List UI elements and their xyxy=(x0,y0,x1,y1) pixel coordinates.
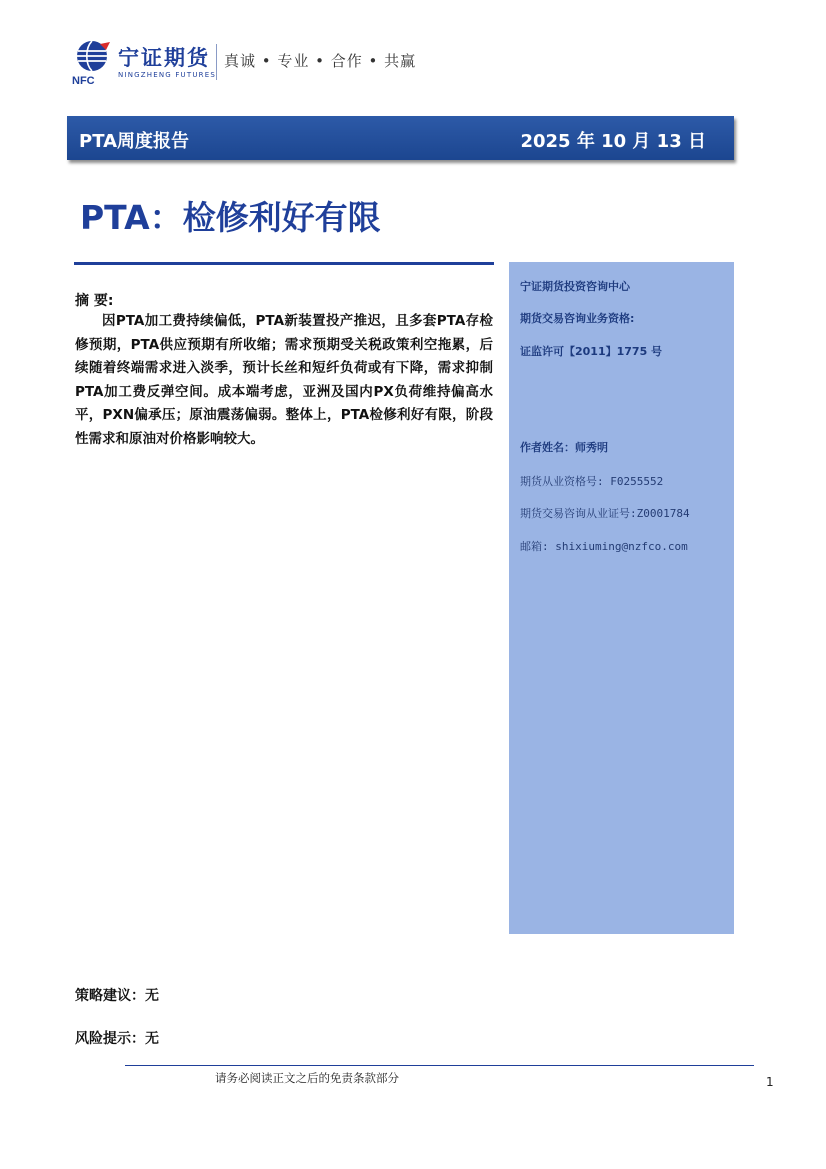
author-email: 邮箱: shixiuming@nzfco.com xyxy=(520,540,688,553)
logo-name-cn: 宁证期货 xyxy=(118,46,210,70)
info-sidebar xyxy=(509,262,734,934)
page-number: 1 xyxy=(766,1075,774,1089)
logo-abbr: NFC xyxy=(72,75,95,86)
abstract-text: 因PTA加工费持续偏低，PTA新装置投产推迟，且多套PTA存检修预期，PTA供应预期有所收缩；需求预期受关税政策利空拖累，后续随着终端需求进入淡季，预计长丝和短纤负荷或有下降，需求抑制PTA加工费反弹空间。成本端考虑，亚洲及国内PX负荷维持偏高水平，PXN偏承压；原油震荡偏弱。整体上，PTA检修利好有限，阶段性需求和原油对价格影响较大。 xyxy=(75,313,493,447)
abstract-label: 摘 要: xyxy=(75,293,114,309)
title-divider xyxy=(74,262,494,265)
company-logo xyxy=(70,38,430,86)
report-header-bar xyxy=(67,116,734,160)
page-title: PTA：检修利好有限 xyxy=(80,198,381,237)
logo-divider xyxy=(216,44,217,80)
consulting-center: 宁证期货投资咨询中心 xyxy=(520,280,630,293)
logo-name-en: NINGZHENG FUTURES xyxy=(118,71,217,79)
footer-divider xyxy=(125,1065,754,1066)
nfc-globe-icon xyxy=(70,38,114,86)
license-number: 证监许可【2011】1775 号 xyxy=(520,345,663,358)
author-name: 作者姓名：师秀明 xyxy=(520,441,608,454)
footer-disclaimer: 请务必阅读正文之后的免责条款部分 xyxy=(215,1071,399,1085)
report-date: 2025 年 10 月 13 日 xyxy=(520,131,706,152)
risk-warning: 风险提示：无 xyxy=(75,1031,159,1047)
qualification-label: 期货交易咨询业务资格: xyxy=(520,312,635,325)
practice-cert: 期货从业资格号: F0255552 xyxy=(520,475,664,488)
report-type: PTA周度报告 xyxy=(79,131,190,152)
logo-slogan: 真诚 • 专业 • 合作 • 共赢 xyxy=(224,52,417,70)
consult-cert: 期货交易咨询从业证号:Z0001784 xyxy=(520,507,690,520)
strategy-advice: 策略建议：无 xyxy=(75,988,159,1004)
